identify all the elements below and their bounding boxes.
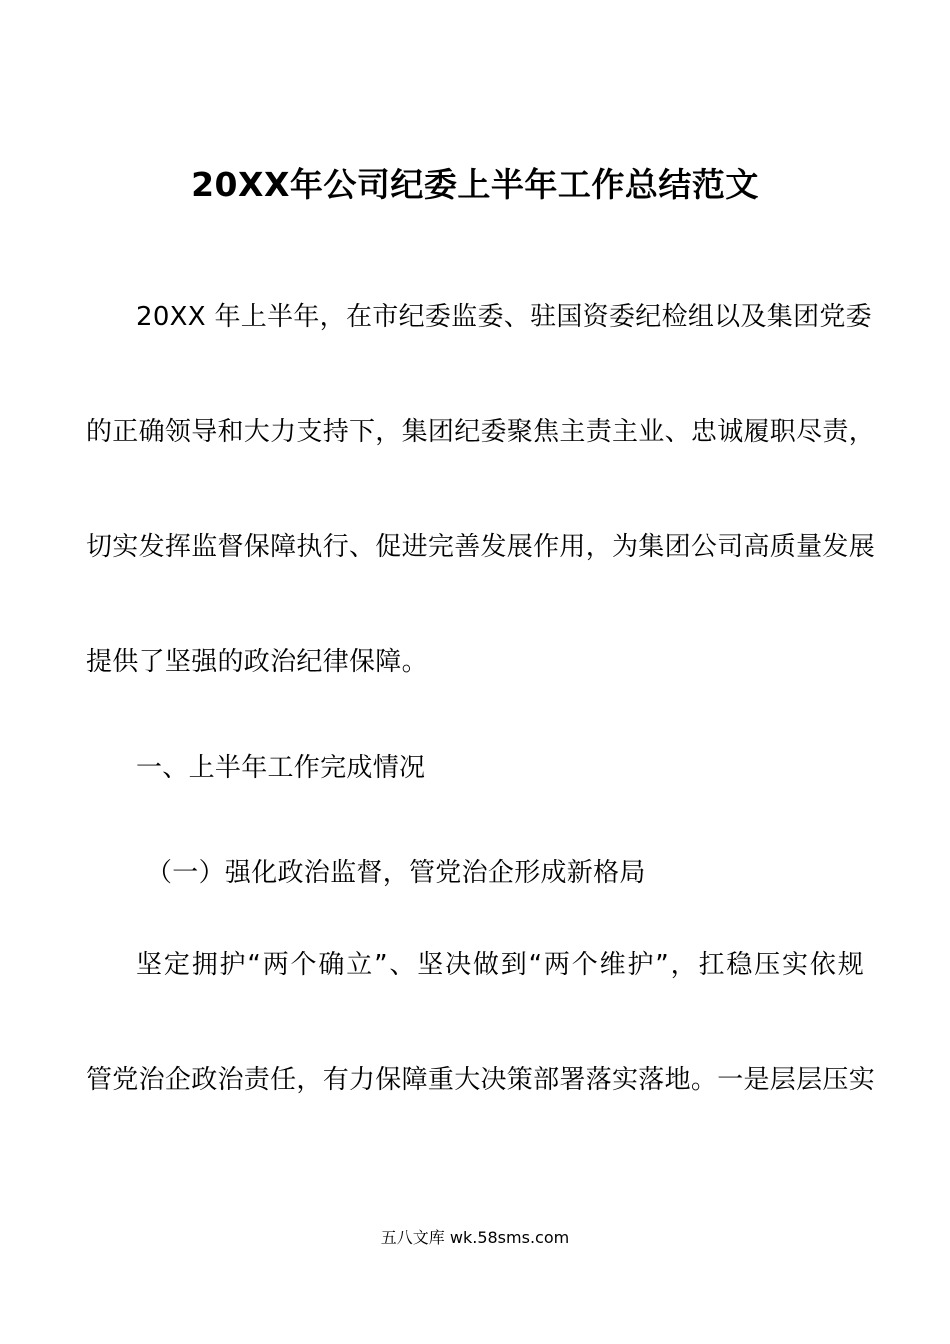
section-heading-1: 一、上半年工作完成情况 [136, 753, 426, 783]
paragraph-1-line-3: 切实发挥监督保障执行、促进完善发展作用，为集团公司高质量发展 [86, 532, 876, 562]
paragraph-1-line-2: 的正确领导和大力支持下，集团纪委聚焦主责主业、忠诚履职尽责， [86, 417, 876, 447]
paragraph-2-line-2: 管党治企政治责任，有力保障重大决策部署落实落地。一是层层压实 [86, 1065, 876, 1095]
paragraph-1-line-1: 20XX 年上半年，在市纪委监委、驻国资委纪检组以及集团党委 [136, 302, 872, 332]
paragraph-2-line-1: 坚定拥护“两个确立”、坚决做到“两个维护”，扛稳压实依规 [136, 950, 864, 980]
paragraph-1-line-4: 提供了坚强的政治纪律保障。 [86, 647, 428, 677]
subsection-heading-1: （一）强化政治监督，管党治企形成新格局 [146, 858, 646, 888]
document-title: 20XX年公司纪委上半年工作总结范文 [191, 165, 759, 204]
footer-watermark: 五八文库 wk.58sms.com [380, 1228, 570, 1247]
